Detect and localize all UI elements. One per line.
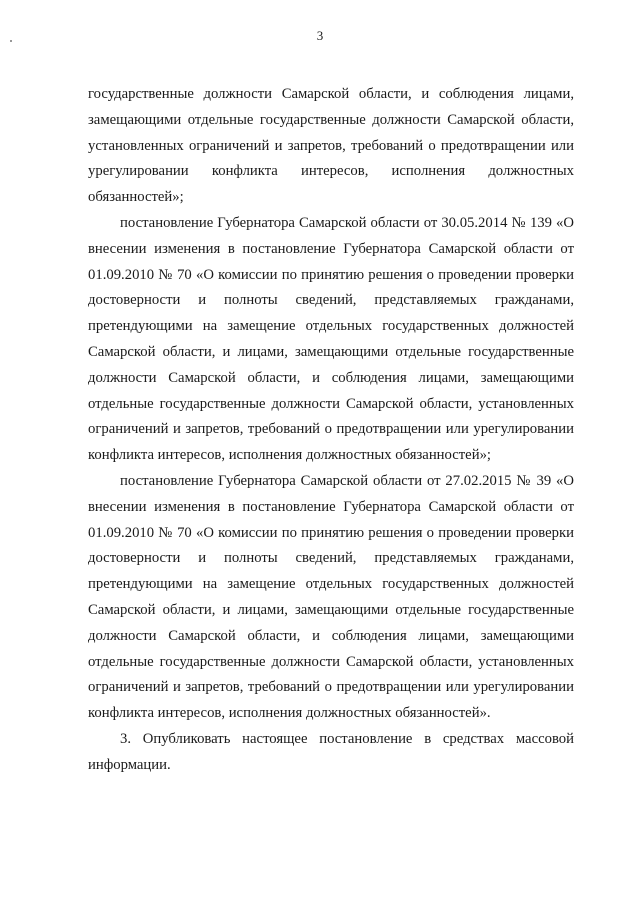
paragraph-resolution-2014: постановление Губернатора Самарской области от 30.05.2014 № 139 «О внесении изменения в постановление Губернатора Самарской области от 01.09.2010 № 70 «О комиссии по принятию решения о проведении проверки достоверности и полноты сведений, представляемых гражданами, претендующими на замещение отдельных государственных должностей Самарской области, и лицами, замещающими отдельные государственные должности Самарской области, и соблюдения лицами, замещающими отдельные государственные должности Самарской области, установленных ограничений и запретов, требований о предотвращении или урегулировании конфликта интересов, исполнения должностных обязанностей»; xyxy=(88,214,574,464)
page-number: 3 xyxy=(316,28,324,43)
document-body xyxy=(88,82,574,779)
paragraph-continuation: государственные должности Самарской области, и соблюдения лицами, замещающими отдельные государственные должности Самарской области, установленных ограничений и запретов, требований о предотвращении или урегулировании конфликта интересов, исполнения должностных обязанностей»; xyxy=(88,86,574,206)
paragraph-publish-clause: 3. Опубликовать настоящее постановление в средствах массовой информации. xyxy=(88,730,574,773)
scan-artifact-dot xyxy=(10,40,12,42)
paragraph-resolution-2015: постановление Губернатора Самарской области от 27.02.2015 № 39 «О внесении изменения в постановление Губернатора Самарской области от 01.09.2010 № 70 «О комиссии по принятию решения о проведении проверки достоверности и полноты сведений, представляемых гражданами, претендующими на замещение отдельных государственных должностей Самарской области, и лицами, замещающими отдельные государственные должности Самарской области, и соблюдения лицами, замещающими отдельные государственные должности Самарской области, установленных ограничений и запретов, требований о предотвращении или урегулировании конфликта интересов, исполнения должностных обязанностей». xyxy=(88,472,574,722)
